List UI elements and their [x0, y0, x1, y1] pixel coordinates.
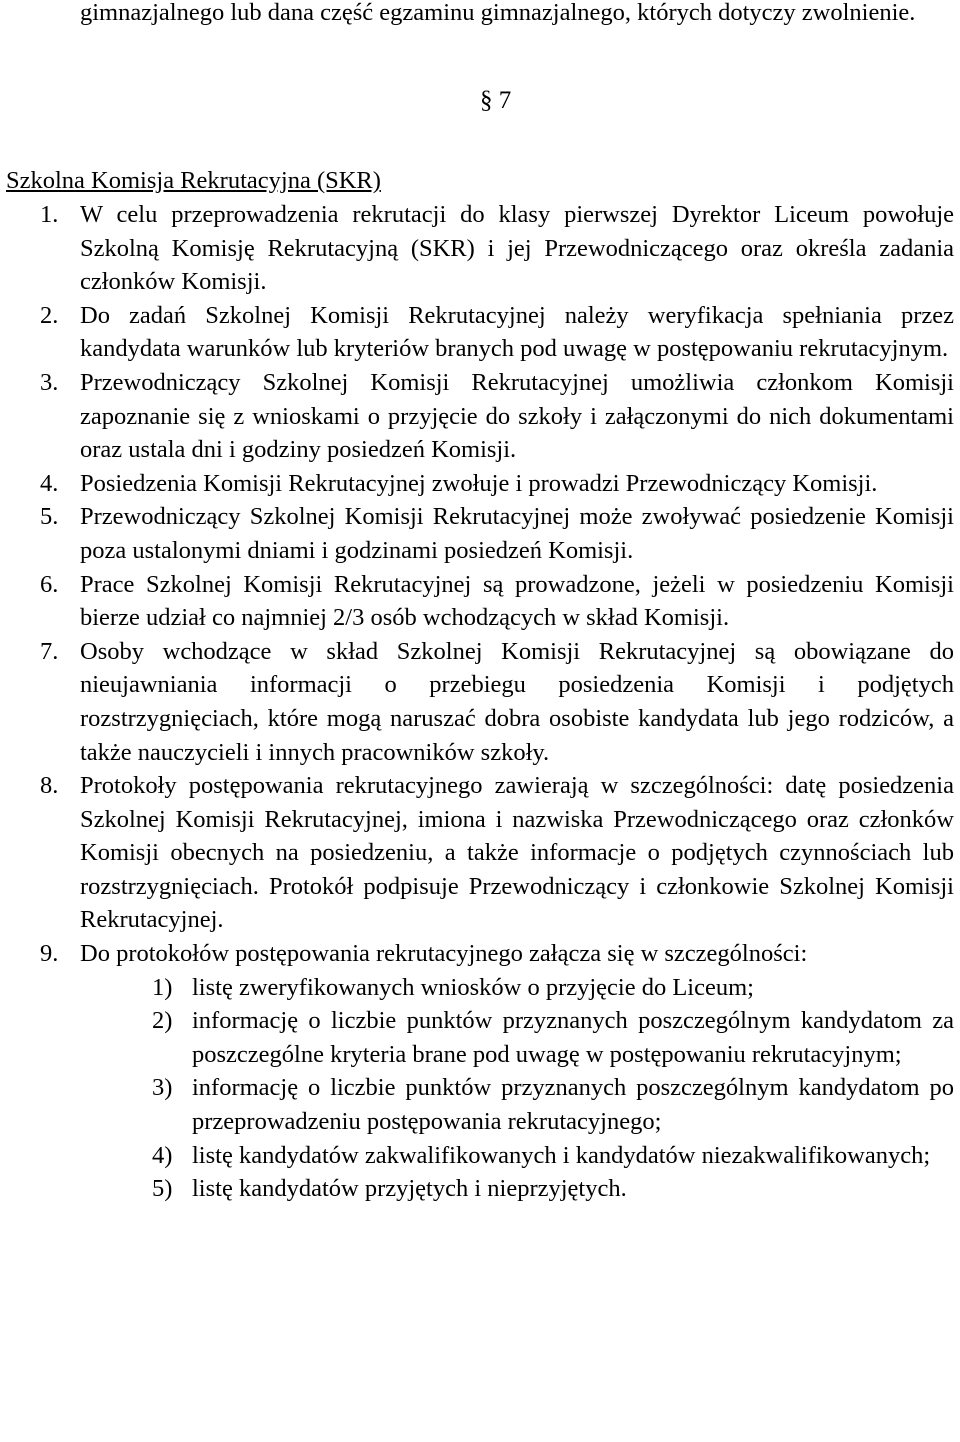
- sub-item-number: 2): [152, 1007, 173, 1035]
- sub-item-number: 3): [152, 1074, 173, 1102]
- item-number: 9.: [40, 940, 59, 968]
- item-text: Do zadań Szkolnej Komisji Rekrutacyjnej należy weryfikacja spełniania przez kandydata warunków lub kryteriów branych pod uwagę w postępowaniu rekrutacyjnym.: [80, 301, 954, 363]
- item-text: Protokoły postępowania rekrutacyjnego zawierają w szczególności: datę posiedzenia Szkolnej Komisji Rekrutacyjnej, imiona i nazwiska Przewodniczącego oraz członków Komisji obecnych na posiedzeniu, a także informacje o podjętych czynnościach lub rozstrzygnięciach. Protokół podpisuje Przewodniczący i członkowie Szkolnej Komisji Rekrutacyjnej.: [80, 772, 954, 934]
- item-number: 5.: [40, 503, 59, 531]
- list-item: [0, 467, 954, 501]
- list-item: [0, 366, 954, 467]
- list-item: [0, 500, 954, 567]
- list-item: [0, 635, 954, 769]
- item-number: 1.: [40, 201, 59, 228]
- sub-item-text: informację o liczbie punktów przyznanych poszczególnym kandydatom za poszczególne kryteria brane pod uwagę w postępowaniu rekrutacyjnym;: [192, 1007, 954, 1068]
- item-text: Przewodniczący Szkolnej Komisji Rekrutacyjnej umożliwia członkom Komisji zapoznanie się z wnioskami o przyjęcie do szkoły i załączonymi do nich dokumentami oraz ustala dni i godziny posiedzeń Komisji.: [80, 368, 954, 464]
- item-text: Przewodniczący Szkolnej Komisji Rekrutacyjnej może zwoływać posiedzenie Komisji poza ustalonymi dniami i godzinami posiedzeń Komisji.: [80, 503, 954, 564]
- sub-item-number: 5): [152, 1175, 173, 1203]
- section-number: § 7: [480, 87, 512, 114]
- sub-list: [0, 971, 960, 1206]
- numbered-list: [0, 198, 960, 1206]
- list-item: [0, 568, 954, 635]
- item-text: Posiedzenia Komisji Rekrutacyjnej zwołuje i prowadzi Przewodniczący Komisji.: [80, 469, 878, 497]
- item-text: Do protokołów postępowania rekrutacyjnego załącza się w szczególności:: [80, 940, 808, 968]
- list-item: [0, 299, 954, 366]
- sub-item-number: 1): [152, 973, 173, 1001]
- intro-paragraph: gimnazjalnego lub dana część egzaminu gimnazjalnego, których dotyczy zwolnienie.: [80, 0, 916, 26]
- section-heading: Szkolna Komisja Rekrutacyjna (SKR): [6, 167, 381, 194]
- sub-list-item: [0, 1004, 954, 1071]
- sub-item-text: informację o liczbie punktów przyznanych poszczególnym kandydatom po przeprowadzeniu postępowania rekrutacyjnego;: [192, 1074, 954, 1136]
- sub-item-number: 4): [152, 1141, 173, 1169]
- item-text: Osoby wchodzące w skład Szkolnej Komisji Rekrutacyjnej są obowiązane do nieujawniania informacji o przebiegu posiedzenia Komisji i podjętych rozstrzygnięciach, które mogą naruszać dobra osobiste kandydata lub jego rodziców, a także nauczycieli i innych pracowników szkoły.: [80, 637, 954, 766]
- item-text: Prace Szkolnej Komisji Rekrutacyjnej są prowadzone, jeżeli w posiedzeniu Komisji bierze udział co najmniej 2/3 osób wchodzących w skład Komisji.: [80, 570, 954, 632]
- list-item: [0, 937, 954, 971]
- item-number: 7.: [40, 637, 59, 665]
- sub-item-text: listę kandydatów przyjętych i nieprzyjętych.: [192, 1175, 627, 1203]
- sub-item-text: listę kandydatów zakwalifikowanych i kandydatów niezakwalifikowanych;: [192, 1141, 931, 1169]
- sub-list-item: [0, 1172, 954, 1206]
- list-item: [0, 769, 954, 937]
- sub-list-item: [0, 971, 954, 1005]
- sub-item-text: listę zweryfikowanych wniosków o przyjęcie do Liceum;: [192, 973, 754, 1001]
- sub-list-item: [0, 1071, 954, 1138]
- item-number: 3.: [40, 368, 59, 396]
- item-number: 2.: [40, 301, 59, 329]
- list-item: [0, 198, 954, 299]
- sub-list-item: [0, 1139, 954, 1173]
- item-number: 8.: [40, 772, 59, 800]
- item-text: W celu przeprowadzenia rekrutacji do klasy pierwszej Dyrektor Liceum powołuje Szkolną Komisję Rekrutacyjną (SKR) i jej Przewodniczącego oraz określa zadania członków Komisji.: [80, 201, 954, 296]
- item-number: 6.: [40, 570, 59, 598]
- item-number: 4.: [40, 469, 59, 497]
